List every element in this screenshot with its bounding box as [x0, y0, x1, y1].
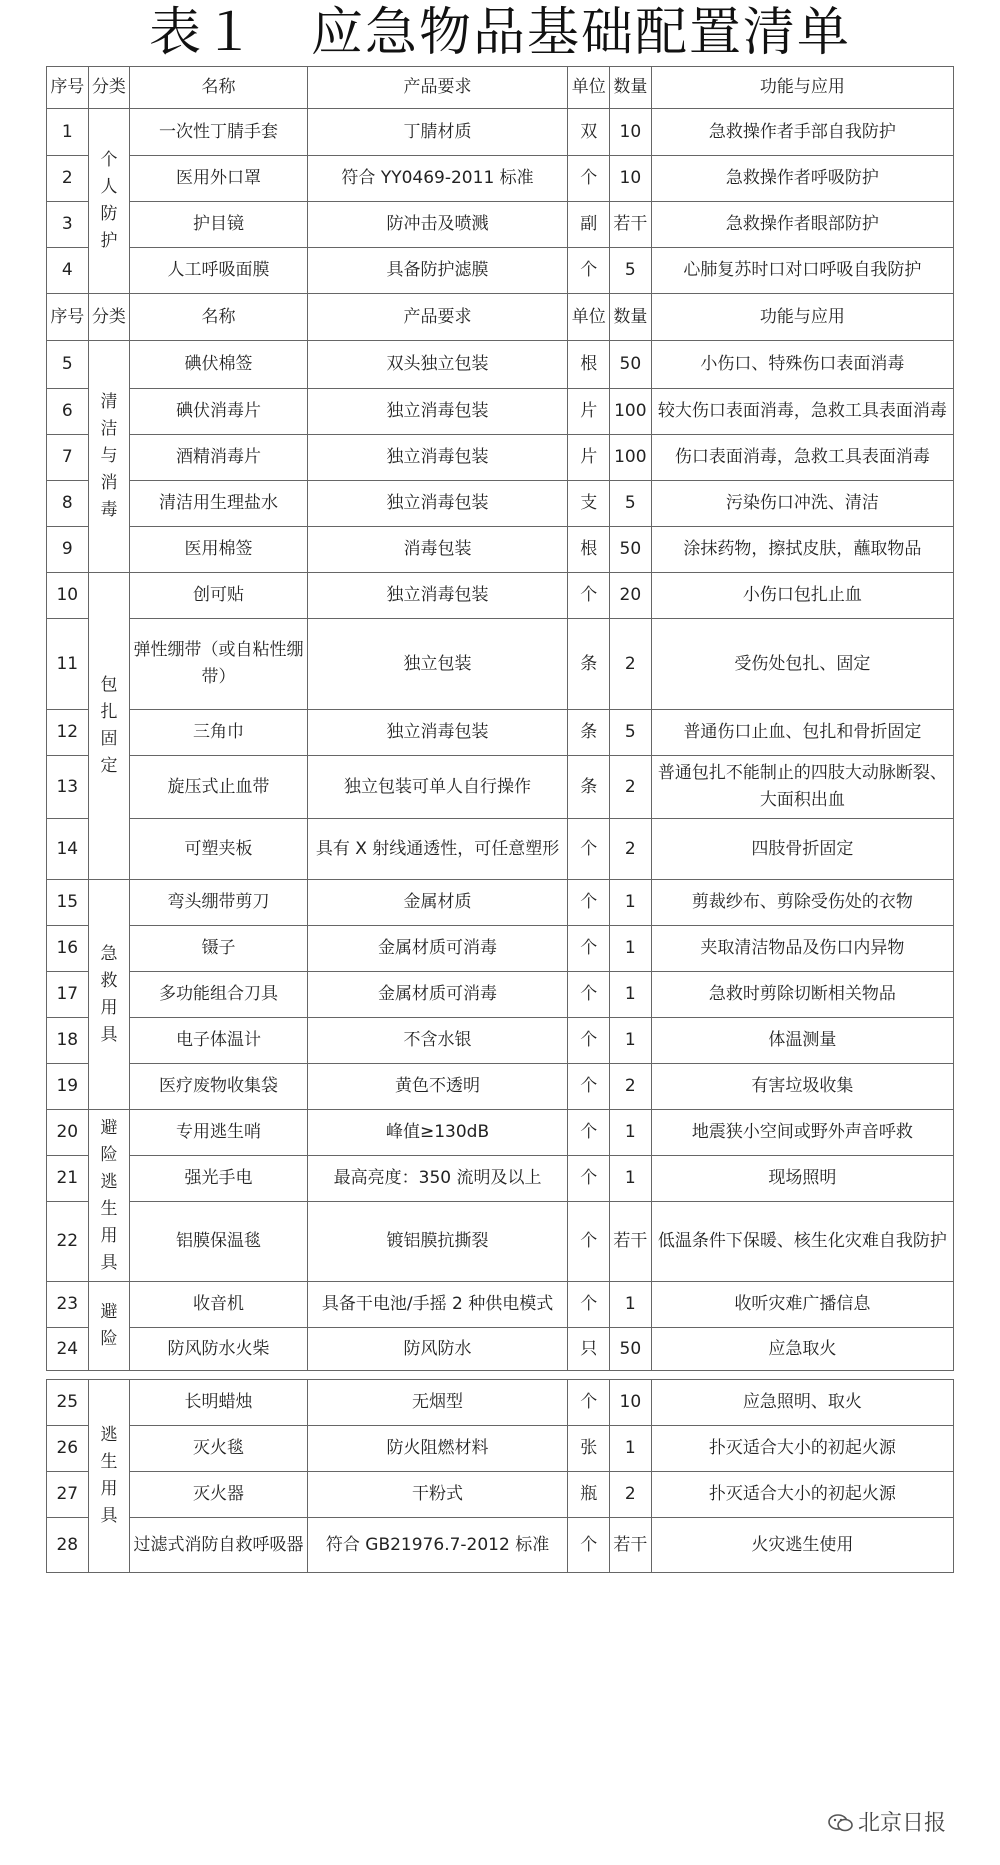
- item-requirement: 金属材质可消毒: [307, 972, 568, 1018]
- table-row: [47, 1202, 954, 1282]
- item-quantity: 10: [610, 109, 652, 156]
- item-unit: 只: [568, 1328, 610, 1371]
- watermark: [826, 1806, 948, 1837]
- table-row: [47, 202, 954, 248]
- item-quantity: 2: [610, 619, 652, 710]
- item-use: 普通伤口止血、包扎和骨折固定: [651, 710, 953, 756]
- table-row: [47, 248, 954, 294]
- category-escape-1: 避 险 逃 生 用 具: [88, 1110, 130, 1282]
- item-name: 防风防水火柴: [130, 1328, 307, 1371]
- item-requirement: 镀铝膜抗撕裂: [307, 1202, 568, 1282]
- table-row: [47, 527, 954, 573]
- item-quantity: 若干: [610, 1518, 652, 1573]
- header-name: 名称: [130, 67, 307, 109]
- watermark-text: 北京日报: [858, 1811, 947, 1836]
- item-name: 过滤式消防自救呼吸器: [130, 1518, 307, 1573]
- item-requirement: 双头独立包装: [307, 341, 568, 389]
- item-requirement: 峰值≥130dB: [307, 1110, 568, 1156]
- row-number: 9: [47, 527, 89, 573]
- category-escape-2a: 避 险: [88, 1282, 130, 1371]
- header-use: 功能与应用: [651, 67, 953, 109]
- item-use: 扑灭适合大小的初起火源: [651, 1426, 953, 1472]
- item-use: 剪裁纱布、剪除受伤处的衣物: [651, 880, 953, 926]
- table-row: [47, 481, 954, 527]
- item-quantity: 10: [610, 156, 652, 202]
- row-number: 8: [47, 481, 89, 527]
- row-number: 25: [47, 1380, 89, 1426]
- item-name: 碘伏消毒片: [130, 389, 307, 435]
- item-name: 医用棉签: [130, 527, 307, 573]
- row-number: 22: [47, 1202, 89, 1282]
- header-qty: 数量: [610, 67, 652, 109]
- item-requirement: 符合 YY0469-2011 标准: [307, 156, 568, 202]
- item-unit: 条: [568, 619, 610, 710]
- item-unit: 个: [568, 1018, 610, 1064]
- item-requirement: 具备干电池/手摇 2 种供电模式: [307, 1282, 568, 1328]
- item-quantity: 1: [610, 1426, 652, 1472]
- item-unit: 瓶: [568, 1472, 610, 1518]
- item-requirement: 最高亮度：350 流明及以上: [307, 1156, 568, 1202]
- item-use: 四肢骨折固定: [651, 819, 953, 880]
- category-escape-2b: 逃 生 用 具: [88, 1380, 130, 1573]
- item-quantity: 2: [610, 819, 652, 880]
- item-name: 清洁用生理盐水: [130, 481, 307, 527]
- item-name: 碘伏棉签: [130, 341, 307, 389]
- wechat-icon: [828, 1813, 854, 1833]
- item-unit: 个: [568, 880, 610, 926]
- table-row: [47, 972, 954, 1018]
- item-name: 强光手电: [130, 1156, 307, 1202]
- item-unit: 片: [568, 389, 610, 435]
- item-name: 灭火毯: [130, 1426, 307, 1472]
- header-qty: 数量: [610, 294, 652, 341]
- item-use: 小伤口包扎止血: [651, 573, 953, 619]
- item-requirement: 具备防护滤膜: [307, 248, 568, 294]
- item-use: 心肺复苏时口对口呼吸自我防护: [651, 248, 953, 294]
- item-unit: 副: [568, 202, 610, 248]
- item-requirement: 具有 X 射线通透性，可任意塑形: [307, 819, 568, 880]
- item-quantity: 1: [610, 1282, 652, 1328]
- item-name: 收音机: [130, 1282, 307, 1328]
- item-use: 现场照明: [651, 1156, 953, 1202]
- item-unit: 条: [568, 710, 610, 756]
- item-quantity: 1: [610, 926, 652, 972]
- item-quantity: 1: [610, 1110, 652, 1156]
- item-use: 伤口表面消毒，急救工具表面消毒: [651, 435, 953, 481]
- item-use: 体温测量: [651, 1018, 953, 1064]
- item-use: 地震狭小空间或野外声音呼救: [651, 1110, 953, 1156]
- row-number: 19: [47, 1064, 89, 1110]
- item-quantity: 50: [610, 527, 652, 573]
- table-row: [47, 1064, 954, 1110]
- item-name: 弹性绷带（或自粘性绷带）: [130, 619, 307, 710]
- table-row: [47, 1328, 954, 1371]
- item-unit: 双: [568, 109, 610, 156]
- item-unit: 个: [568, 972, 610, 1018]
- item-use: 收听灾难广播信息: [651, 1282, 953, 1328]
- table-row: [47, 573, 954, 619]
- table-row: [47, 1018, 954, 1064]
- row-number: 12: [47, 710, 89, 756]
- item-requirement: 金属材质: [307, 880, 568, 926]
- item-quantity: 50: [610, 341, 652, 389]
- item-requirement: 不含水银: [307, 1018, 568, 1064]
- row-number: 15: [47, 880, 89, 926]
- table-row: [47, 926, 954, 972]
- item-requirement: 独立消毒包装: [307, 435, 568, 481]
- item-requirement: 独立消毒包装: [307, 389, 568, 435]
- item-name: 三角巾: [130, 710, 307, 756]
- row-number: 5: [47, 341, 89, 389]
- item-use: 普通包扎不能制止的四肢大动脉断裂、大面积出血: [651, 756, 953, 819]
- table-row: [47, 109, 954, 156]
- item-name: 酒精消毒片: [130, 435, 307, 481]
- item-quantity: 若干: [610, 202, 652, 248]
- item-use: 低温条件下保暖、核生化灾难自我防护: [651, 1202, 953, 1282]
- row-number: 2: [47, 156, 89, 202]
- table-row: [47, 1282, 954, 1328]
- item-quantity: 10: [610, 1380, 652, 1426]
- item-requirement: 独立包装可单人自行操作: [307, 756, 568, 819]
- item-use: 应急取火: [651, 1328, 953, 1371]
- row-number: 11: [47, 619, 89, 710]
- item-unit: 个: [568, 156, 610, 202]
- item-requirement: 黄色不透明: [307, 1064, 568, 1110]
- item-name: 护目镜: [130, 202, 307, 248]
- item-quantity: 5: [610, 710, 652, 756]
- item-name: 弯头绷带剪刀: [130, 880, 307, 926]
- row-number: 14: [47, 819, 89, 880]
- item-use: 污染伤口冲洗、清洁: [651, 481, 953, 527]
- header-name: 名称: [130, 294, 307, 341]
- header-category: 分类: [88, 67, 130, 109]
- row-number: 28: [47, 1518, 89, 1573]
- item-unit: 个: [568, 926, 610, 972]
- table-row: [47, 156, 954, 202]
- header-use: 功能与应用: [651, 294, 953, 341]
- item-unit: 支: [568, 481, 610, 527]
- item-quantity: 5: [610, 248, 652, 294]
- row-number: 13: [47, 756, 89, 819]
- item-quantity: 100: [610, 389, 652, 435]
- row-number: 23: [47, 1282, 89, 1328]
- item-name: 铝膜保温毯: [130, 1202, 307, 1282]
- item-unit: 个: [568, 1064, 610, 1110]
- item-unit: 个: [568, 1156, 610, 1202]
- item-requirement: 防冲击及喷溅: [307, 202, 568, 248]
- item-unit: 个: [568, 1518, 610, 1573]
- table-row: [47, 341, 954, 389]
- item-use: 夹取清洁物品及伤口内异物: [651, 926, 953, 972]
- page-title: 表１ 应急物品基础配置清单: [148, 3, 851, 63]
- item-requirement: 独立消毒包装: [307, 481, 568, 527]
- item-requirement: 丁腈材质: [307, 109, 568, 156]
- item-quantity: 50: [610, 1328, 652, 1371]
- item-quantity: 2: [610, 756, 652, 819]
- row-number: 27: [47, 1472, 89, 1518]
- row-number: 1: [47, 109, 89, 156]
- table-row: [47, 1110, 954, 1156]
- item-unit: 个: [568, 573, 610, 619]
- item-name: 专用逃生哨: [130, 1110, 307, 1156]
- table-row: [47, 1472, 954, 1518]
- item-unit: 片: [568, 435, 610, 481]
- item-quantity: 1: [610, 1018, 652, 1064]
- item-name: 电子体温计: [130, 1018, 307, 1064]
- item-name: 一次性丁腈手套: [130, 109, 307, 156]
- table-row: [47, 389, 954, 435]
- header-row-1: [47, 67, 954, 109]
- item-unit: 张: [568, 1426, 610, 1472]
- item-unit: 条: [568, 756, 610, 819]
- item-use: 小伤口、特殊伤口表面消毒: [651, 341, 953, 389]
- row-number: 21: [47, 1156, 89, 1202]
- item-quantity: 2: [610, 1064, 652, 1110]
- item-unit: 个: [568, 1110, 610, 1156]
- item-quantity: 1: [610, 1156, 652, 1202]
- row-number: 10: [47, 573, 89, 619]
- category-tools: 急 救 用 具: [88, 880, 130, 1110]
- item-quantity: 1: [610, 972, 652, 1018]
- header-unit: 单位: [568, 294, 610, 341]
- table-row: [47, 619, 954, 710]
- item-name: 创可贴: [130, 573, 307, 619]
- item-unit: 个: [568, 1202, 610, 1282]
- header-unit: 单位: [568, 67, 610, 109]
- row-number: 24: [47, 1328, 89, 1371]
- row-number: 18: [47, 1018, 89, 1064]
- item-quantity: 1: [610, 880, 652, 926]
- header-row-2: [47, 294, 954, 341]
- supply-table: [46, 66, 954, 1573]
- item-name: 旋压式止血带: [130, 756, 307, 819]
- item-name: 灭火器: [130, 1472, 307, 1518]
- table-row: [47, 435, 954, 481]
- table-row: [47, 710, 954, 756]
- item-requirement: 防火阻燃材料: [307, 1426, 568, 1472]
- table-row: [47, 1518, 954, 1573]
- item-use: 火灾逃生使用: [651, 1518, 953, 1573]
- item-name: 长明蜡烛: [130, 1380, 307, 1426]
- item-name: 医用外口罩: [130, 156, 307, 202]
- table-gap: [47, 1371, 954, 1380]
- item-use: 急救时剪除切断相关物品: [651, 972, 953, 1018]
- category-clean: 清 洁 与 消 毒: [88, 341, 130, 573]
- row-number: 26: [47, 1426, 89, 1472]
- item-unit: 根: [568, 341, 610, 389]
- item-unit: 个: [568, 1282, 610, 1328]
- category-personal: 个 人 防 护: [88, 109, 130, 294]
- item-use: 受伤处包扎、固定: [651, 619, 953, 710]
- table-row: [47, 1380, 954, 1426]
- header-requirement: 产品要求: [307, 67, 568, 109]
- item-name: 多功能组合刀具: [130, 972, 307, 1018]
- item-requirement: 金属材质可消毒: [307, 926, 568, 972]
- item-quantity: 20: [610, 573, 652, 619]
- table-row: [47, 1426, 954, 1472]
- table-row: [47, 819, 954, 880]
- header-category: 分类: [88, 294, 130, 341]
- item-use: 有害垃圾收集: [651, 1064, 953, 1110]
- item-name: 镊子: [130, 926, 307, 972]
- item-unit: 个: [568, 1380, 610, 1426]
- item-name: 可塑夹板: [130, 819, 307, 880]
- item-requirement: 独立消毒包装: [307, 710, 568, 756]
- item-name: 人工呼吸面膜: [130, 248, 307, 294]
- item-use: 急救操作者眼部防护: [651, 202, 953, 248]
- table-row: [47, 756, 954, 819]
- item-requirement: 干粉式: [307, 1472, 568, 1518]
- row-number: 7: [47, 435, 89, 481]
- row-number: 20: [47, 1110, 89, 1156]
- row-number: 3: [47, 202, 89, 248]
- item-quantity: 2: [610, 1472, 652, 1518]
- item-requirement: 防风防水: [307, 1328, 568, 1371]
- item-name: 医疗废物收集袋: [130, 1064, 307, 1110]
- table-row: [47, 880, 954, 926]
- item-quantity: 若干: [610, 1202, 652, 1282]
- item-requirement: 消毒包装: [307, 527, 568, 573]
- category-bandage: 包 扎 固 定: [88, 573, 130, 880]
- header-no: 序号: [47, 67, 89, 109]
- item-requirement: 符合 GB21976.7-2012 标准: [307, 1518, 568, 1573]
- item-unit: 个: [568, 248, 610, 294]
- item-use: 扑灭适合大小的初起火源: [651, 1472, 953, 1518]
- row-number: 6: [47, 389, 89, 435]
- item-requirement: 无烟型: [307, 1380, 568, 1426]
- row-number: 16: [47, 926, 89, 972]
- row-number: 4: [47, 248, 89, 294]
- header-no: 序号: [47, 294, 89, 341]
- header-requirement: 产品要求: [307, 294, 568, 341]
- item-requirement: 独立消毒包装: [307, 573, 568, 619]
- item-use: 应急照明、取火: [651, 1380, 953, 1426]
- item-unit: 个: [568, 819, 610, 880]
- table-row: [47, 1156, 954, 1202]
- item-requirement: 独立包装: [307, 619, 568, 710]
- item-unit: 根: [568, 527, 610, 573]
- item-use: 涂抹药物，擦拭皮肤，蘸取物品: [651, 527, 953, 573]
- row-number: 17: [47, 972, 89, 1018]
- item-use: 急救操作者呼吸防护: [651, 156, 953, 202]
- item-quantity: 5: [610, 481, 652, 527]
- item-quantity: 100: [610, 435, 652, 481]
- item-use: 急救操作者手部自我防护: [651, 109, 953, 156]
- item-use: 较大伤口表面消毒，急救工具表面消毒: [651, 389, 953, 435]
